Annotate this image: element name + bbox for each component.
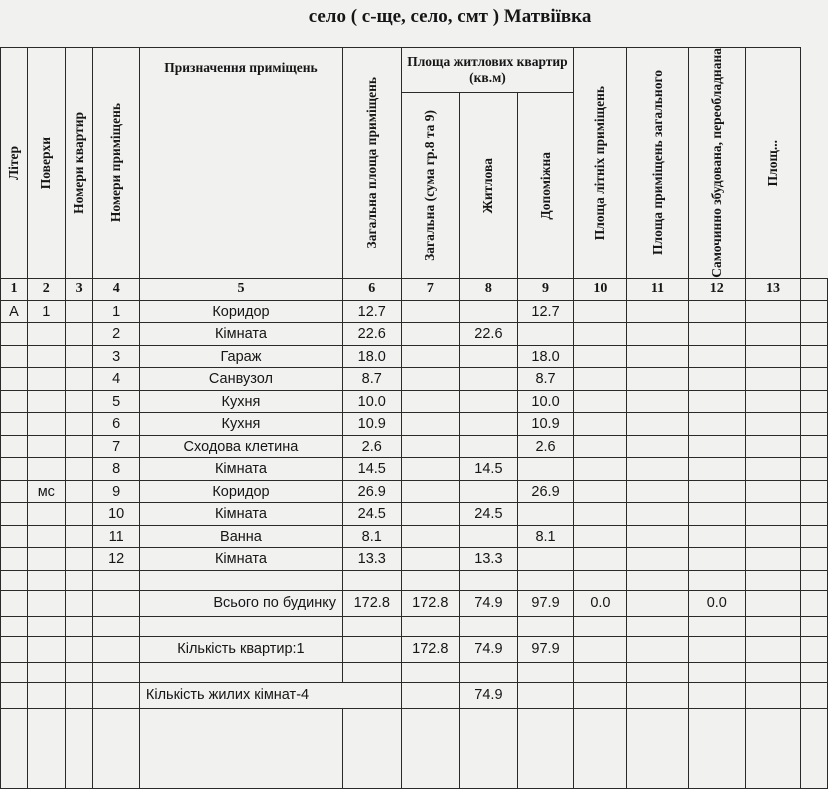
cell-living: 13.3 <box>460 548 518 571</box>
cell-empty <box>65 368 93 391</box>
totals-summer: 0.0 <box>574 590 627 616</box>
cell-aux: 26.9 <box>517 480 574 503</box>
cell-empty <box>688 345 745 368</box>
cell-living <box>460 480 518 503</box>
cell-floor <box>27 435 65 458</box>
cell-empty <box>688 458 745 481</box>
cell-total: 8.1 <box>342 525 401 548</box>
cell-purpose: Кімната <box>139 548 342 571</box>
cell-purpose: Кімната <box>139 323 342 346</box>
cell-purpose: Ванна <box>139 525 342 548</box>
cell-floor <box>27 368 65 391</box>
cell-purpose: Кухня <box>139 413 342 436</box>
cell-floor <box>27 548 65 571</box>
cell-room: 5 <box>93 390 139 413</box>
apartments-aux: 97.9 <box>517 636 574 662</box>
table-row <box>1 525 828 548</box>
cell-empty <box>627 368 688 391</box>
cell-empty <box>688 300 745 323</box>
cell-empty <box>800 458 827 481</box>
cell-purpose: Коридор <box>139 480 342 503</box>
cell-purpose: Коридор <box>139 300 342 323</box>
totals-living: 74.9 <box>460 590 518 616</box>
cell-aux <box>517 548 574 571</box>
cell-empty <box>688 480 745 503</box>
cell-empty <box>688 413 745 436</box>
cell-empty <box>574 525 627 548</box>
cell-empty <box>65 480 93 503</box>
cell-liter <box>1 345 28 368</box>
column-number: 10 <box>574 278 627 300</box>
cell-empty <box>627 345 688 368</box>
cell-sum <box>401 503 460 526</box>
cell-living: 14.5 <box>460 458 518 481</box>
cell-liter <box>1 413 28 436</box>
cell-total: 2.6 <box>342 435 401 458</box>
cell-empty <box>800 368 827 391</box>
cell-room: 7 <box>93 435 139 458</box>
cell-empty <box>746 525 801 548</box>
cell-empty <box>65 458 93 481</box>
cell-sum <box>401 345 460 368</box>
totals-total: 172.8 <box>342 590 401 616</box>
cell-empty <box>800 548 827 571</box>
column-number: 3 <box>65 278 93 300</box>
table-row <box>1 323 828 346</box>
cell-total: 12.7 <box>342 300 401 323</box>
cell-empty <box>746 480 801 503</box>
table-row <box>1 300 828 323</box>
totals-label: Всього по будинку <box>139 590 342 616</box>
header-apt-total: Загальна (сума гр.8 та 9) <box>401 93 460 279</box>
cell-aux: 12.7 <box>517 300 574 323</box>
cell-empty <box>688 323 745 346</box>
cell-empty <box>65 413 93 436</box>
column-number: 8 <box>460 278 518 300</box>
cell-total: 14.5 <box>342 458 401 481</box>
cell-empty <box>627 503 688 526</box>
column-number: 13 <box>746 278 801 300</box>
header-col14: Площ... <box>746 48 801 279</box>
cell-room: 1 <box>93 300 139 323</box>
cell-empty <box>627 413 688 436</box>
spacer-row <box>1 570 828 590</box>
cell-empty <box>688 548 745 571</box>
inventory-table <box>0 47 828 789</box>
column-number: 1 <box>1 278 28 300</box>
totals-aux: 97.9 <box>517 590 574 616</box>
cell-aux: 10.0 <box>517 390 574 413</box>
cell-empty <box>800 525 827 548</box>
cell-empty <box>800 435 827 458</box>
column-number: 5 <box>139 278 342 300</box>
header-summer-rooms: Площа літніх приміщень <box>574 48 627 279</box>
cell-empty <box>65 390 93 413</box>
cell-empty <box>746 390 801 413</box>
cell-living <box>460 525 518 548</box>
cell-total: 10.0 <box>342 390 401 413</box>
cell-aux: 18.0 <box>517 345 574 368</box>
cell-empty <box>746 413 801 436</box>
cell-empty <box>574 368 627 391</box>
cell-living <box>460 413 518 436</box>
cell-empty <box>627 525 688 548</box>
apartments-sum: 172.8 <box>401 636 460 662</box>
header-liter: Літер <box>1 48 28 279</box>
cell-empty <box>746 503 801 526</box>
cell-floor <box>27 345 65 368</box>
cell-total: 22.6 <box>342 323 401 346</box>
cell-room: 10 <box>93 503 139 526</box>
cell-total: 8.7 <box>342 368 401 391</box>
cell-total: 13.3 <box>342 548 401 571</box>
cell-empty <box>574 390 627 413</box>
cell-empty <box>746 548 801 571</box>
column-number: 11 <box>627 278 688 300</box>
column-number: 2 <box>27 278 65 300</box>
header-living-area-group: Площа житлових квартир (кв.м) <box>401 48 574 93</box>
cell-liter: А <box>1 300 28 323</box>
cell-room: 12 <box>93 548 139 571</box>
cell-empty <box>65 323 93 346</box>
cell-empty <box>800 345 827 368</box>
cell-liter <box>1 435 28 458</box>
cell-room: 4 <box>93 368 139 391</box>
cell-liter <box>1 323 28 346</box>
cell-empty <box>574 548 627 571</box>
cell-floor <box>27 525 65 548</box>
cell-living: 24.5 <box>460 503 518 526</box>
cell-empty <box>574 503 627 526</box>
cell-sum <box>401 390 460 413</box>
cell-purpose: Гараж <box>139 345 342 368</box>
cell-sum <box>401 435 460 458</box>
cell-empty <box>800 480 827 503</box>
cell-floor <box>27 323 65 346</box>
cell-floor <box>27 390 65 413</box>
table-row <box>1 435 828 458</box>
cell-liter <box>1 458 28 481</box>
table-row <box>1 480 828 503</box>
column-number: 4 <box>93 278 139 300</box>
cell-liter <box>1 548 28 571</box>
cell-purpose: Кімната <box>139 503 342 526</box>
cell-empty <box>746 458 801 481</box>
cell-aux: 8.1 <box>517 525 574 548</box>
cell-empty <box>627 390 688 413</box>
cell-total: 24.5 <box>342 503 401 526</box>
cell-empty <box>65 435 93 458</box>
cell-empty <box>627 548 688 571</box>
cell-sum <box>401 458 460 481</box>
cell-empty <box>574 458 627 481</box>
header-living: Житлова <box>460 93 518 279</box>
table-row <box>1 390 828 413</box>
cell-empty <box>746 435 801 458</box>
document-title: село ( с-ще, село, смт ) Матвіївка <box>308 6 592 27</box>
cell-room: 2 <box>93 323 139 346</box>
cell-floor <box>27 458 65 481</box>
header-apt-numbers: Номери квартир <box>65 48 93 279</box>
column-number <box>800 278 827 300</box>
cell-purpose: Сходова клетина <box>139 435 342 458</box>
cell-aux <box>517 503 574 526</box>
cell-empty <box>574 435 627 458</box>
cell-empty <box>688 435 745 458</box>
totals-row <box>1 590 828 616</box>
cell-empty <box>65 548 93 571</box>
cell-empty <box>688 368 745 391</box>
cell-empty <box>574 413 627 436</box>
header-room-numbers: Номери приміщень <box>93 48 139 279</box>
cell-empty <box>746 300 801 323</box>
cell-empty <box>800 413 827 436</box>
header-purpose: Призначення приміщень <box>139 48 342 279</box>
cell-total: 18.0 <box>342 345 401 368</box>
cell-empty <box>746 323 801 346</box>
cell-sum <box>401 323 460 346</box>
cell-empty <box>65 345 93 368</box>
header-floors: Поверхи <box>27 48 65 279</box>
cell-room: 3 <box>93 345 139 368</box>
table-row <box>1 345 828 368</box>
living-rooms-label: Кількість жилих кімнат-4 <box>139 682 401 708</box>
header-self-built: Самочинно збудована, переобладнана <box>688 48 745 279</box>
cell-liter <box>1 525 28 548</box>
cell-sum <box>401 480 460 503</box>
cell-empty <box>574 300 627 323</box>
cell-room: 8 <box>93 458 139 481</box>
cell-aux: 10.9 <box>517 413 574 436</box>
cell-empty <box>574 323 627 346</box>
cell-aux <box>517 458 574 481</box>
column-number: 7 <box>401 278 460 300</box>
cell-sum <box>401 525 460 548</box>
cell-empty <box>627 323 688 346</box>
cell-empty <box>688 390 745 413</box>
cell-room: 6 <box>93 413 139 436</box>
cell-sum <box>401 300 460 323</box>
cell-total: 26.9 <box>342 480 401 503</box>
cell-empty <box>688 503 745 526</box>
header-common-rooms: Площа приміщень загального <box>627 48 688 279</box>
header-auxiliary: Допоміжна <box>517 93 574 279</box>
table-row <box>1 413 828 436</box>
cell-sum <box>401 413 460 436</box>
cell-empty <box>800 323 827 346</box>
cell-aux: 2.6 <box>517 435 574 458</box>
cell-liter <box>1 368 28 391</box>
cell-empty <box>627 458 688 481</box>
cell-sum <box>401 548 460 571</box>
table-row <box>1 548 828 571</box>
table-row <box>1 368 828 391</box>
cell-liter <box>1 503 28 526</box>
cell-liter <box>1 480 28 503</box>
column-number: 6 <box>342 278 401 300</box>
cell-empty <box>627 300 688 323</box>
blank-row <box>1 708 828 788</box>
cell-empty <box>65 300 93 323</box>
cell-empty <box>746 368 801 391</box>
cell-living <box>460 300 518 323</box>
apartments-row <box>1 636 828 662</box>
cell-empty <box>800 390 827 413</box>
cell-empty <box>746 345 801 368</box>
cell-empty <box>800 300 827 323</box>
cell-empty <box>800 503 827 526</box>
cell-room: 11 <box>93 525 139 548</box>
cell-purpose: Кімната <box>139 458 342 481</box>
spacer-row <box>1 662 828 682</box>
living-rooms-living: 74.9 <box>460 682 518 708</box>
cell-liter <box>1 390 28 413</box>
cell-room: 9 <box>93 480 139 503</box>
cell-empty <box>574 480 627 503</box>
cell-purpose: Кухня <box>139 390 342 413</box>
cell-aux: 8.7 <box>517 368 574 391</box>
column-number: 9 <box>517 278 574 300</box>
column-numbers-row <box>1 278 828 300</box>
cell-purpose: Санвузол <box>139 368 342 391</box>
cell-living <box>460 435 518 458</box>
living-rooms-row <box>1 682 828 708</box>
spacer-row <box>1 616 828 636</box>
cell-living: 22.6 <box>460 323 518 346</box>
cell-floor <box>27 503 65 526</box>
cell-empty <box>627 480 688 503</box>
column-number: 12 <box>688 278 745 300</box>
apartments-living: 74.9 <box>460 636 518 662</box>
cell-empty <box>65 503 93 526</box>
cell-total: 10.9 <box>342 413 401 436</box>
cell-living <box>460 368 518 391</box>
cell-floor: 1 <box>27 300 65 323</box>
cell-sum <box>401 368 460 391</box>
cell-empty <box>688 525 745 548</box>
cell-living <box>460 345 518 368</box>
table-row <box>1 503 828 526</box>
totals-sum: 172.8 <box>401 590 460 616</box>
cell-aux <box>517 323 574 346</box>
cell-floor: мс <box>27 480 65 503</box>
apartments-label: Кількість квартир:1 <box>139 636 342 662</box>
cell-empty <box>574 345 627 368</box>
cell-empty <box>65 525 93 548</box>
cell-floor <box>27 413 65 436</box>
cell-empty <box>627 435 688 458</box>
header-total-area: Загальна площа приміщень <box>342 48 401 279</box>
cell-living <box>460 390 518 413</box>
table-row <box>1 458 828 481</box>
totals-self-built: 0.0 <box>688 590 745 616</box>
